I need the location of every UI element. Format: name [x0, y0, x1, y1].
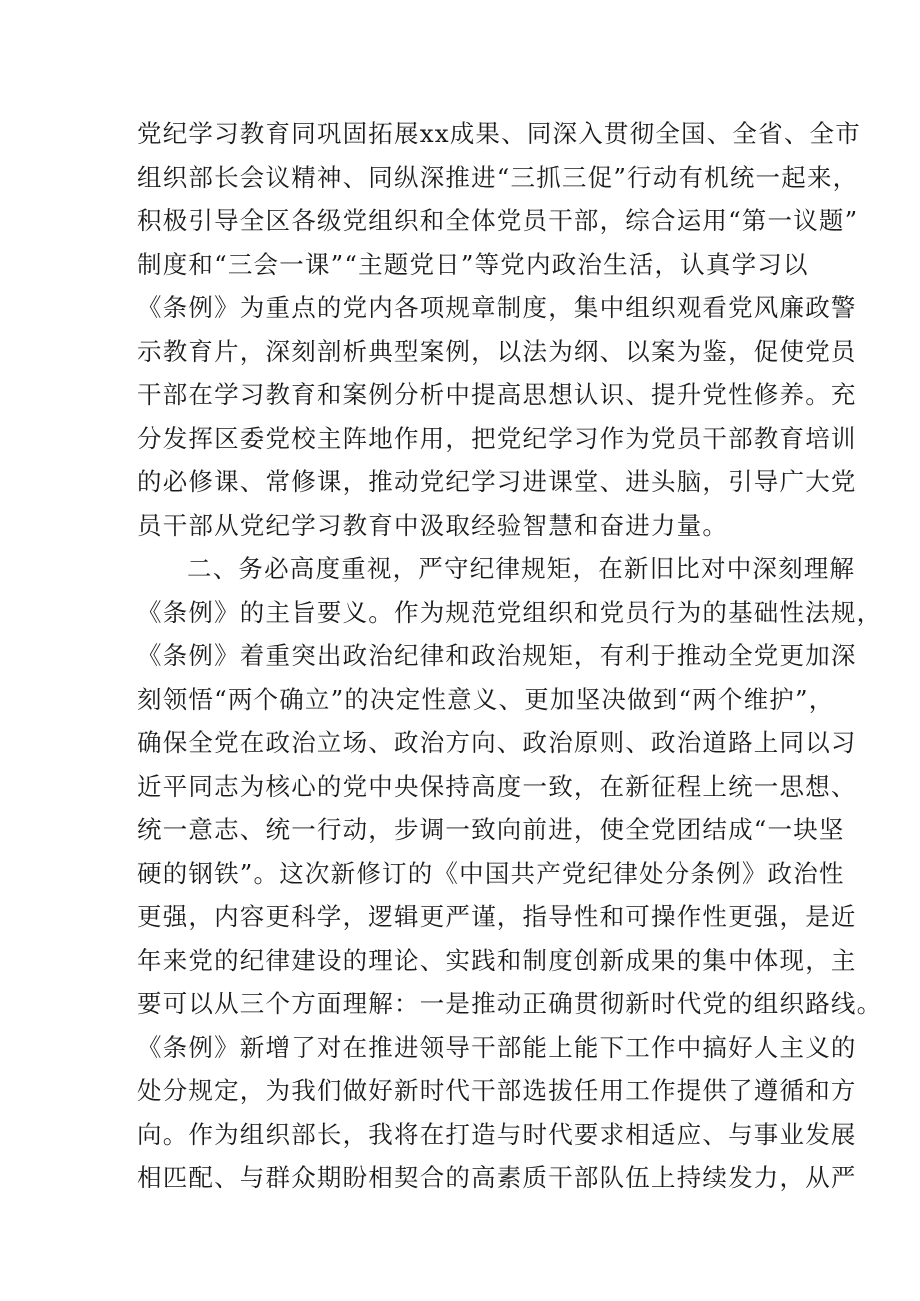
text-line: 示教育片，深刻剖析典型案例，以法为纲、以案为鉴，促使党员	[137, 336, 857, 366]
text-line: 党纪学习教育同巩固拓展xx成果、同深入贯彻全国、全省、全市	[137, 119, 861, 148]
text-line: 《条例》新增了对在推进领导干部能上能下工作中搞好人主义的	[137, 1032, 857, 1062]
text-line: 分发挥区委党校主阵地作用，把党纪学习作为党员干部教育培训	[137, 423, 857, 453]
document-body	[137, 112, 883, 1200]
text-line: 近平同志为核心的党中央保持高度一致，在新征程上统一思想、	[137, 771, 857, 801]
text-line: 年来党的纪律建设的理论、实践和制度创新成果的集中体现，主	[137, 945, 857, 975]
text-line: 组织部长会议精神、同纵深推进“三抓三促”行动有机统一起来，	[137, 162, 859, 192]
section-heading-line: 二、务必高度重视，严守纪律规矩，在新旧比对中深刻理解	[187, 554, 856, 583]
text-line: 《条例》为重点的党内各项规章制度，集中组织观看党风廉政警	[137, 293, 857, 322]
text-line: 确保全党在政治立场、政治方向、政治原则、政治道路上同以习	[137, 728, 857, 757]
text-line: 刻领悟“两个确立”的决定性意义、更加坚决做到“两个维护”，	[137, 684, 835, 714]
text-line: 硬的钢铁”。这次新修订的《中国共产党纪律处分条例》政治性	[137, 858, 845, 888]
text-line: 《条例》着重突出政治纪律和政治规矩，有利于推动全党更加深	[137, 641, 857, 670]
text-line: 制度和“三会一课”“主题党日”等党内政治生活，认真学习以	[137, 249, 809, 279]
text-line: 干部在学习教育和案例分析中提高思想认识、提升党性修养。充	[137, 380, 857, 409]
text-line: 要可以从三个方面理解：一是推动正确贯彻新时代党的组织路线。	[137, 989, 883, 1018]
text-line: 统一意志、统一行动，步调一致向前进，使全党团结成“一块坚	[137, 815, 845, 844]
text-line: 向。作为组织部长，我将在打造与时代要求相适应、与事业发展	[137, 1119, 857, 1149]
text-line: 更强，内容更科学，逻辑更严谨，指导性和可操作性更强，是近	[137, 902, 857, 931]
text-line: 相匹配、与群众期盼相契合的高素质干部队伍上持续发力，从严	[137, 1163, 857, 1192]
text-line: 积极引导全区各级党组织和全体党员干部，综合运用“第一议题”	[137, 206, 859, 235]
text-line: 员干部从党纪学习教育中汲取经验智慧和奋进力量。	[137, 510, 729, 540]
text-line: 《条例》的主旨要义。作为规范党组织和党员行为的基础性法规，	[137, 597, 883, 627]
text-line: 的必修课、常修课，推动党纪学习进课堂、进头脑，引导广大党	[137, 467, 857, 496]
text-line: 处分规定，为我们做好新时代干部选拔任用工作提供了遵循和方	[137, 1076, 857, 1105]
